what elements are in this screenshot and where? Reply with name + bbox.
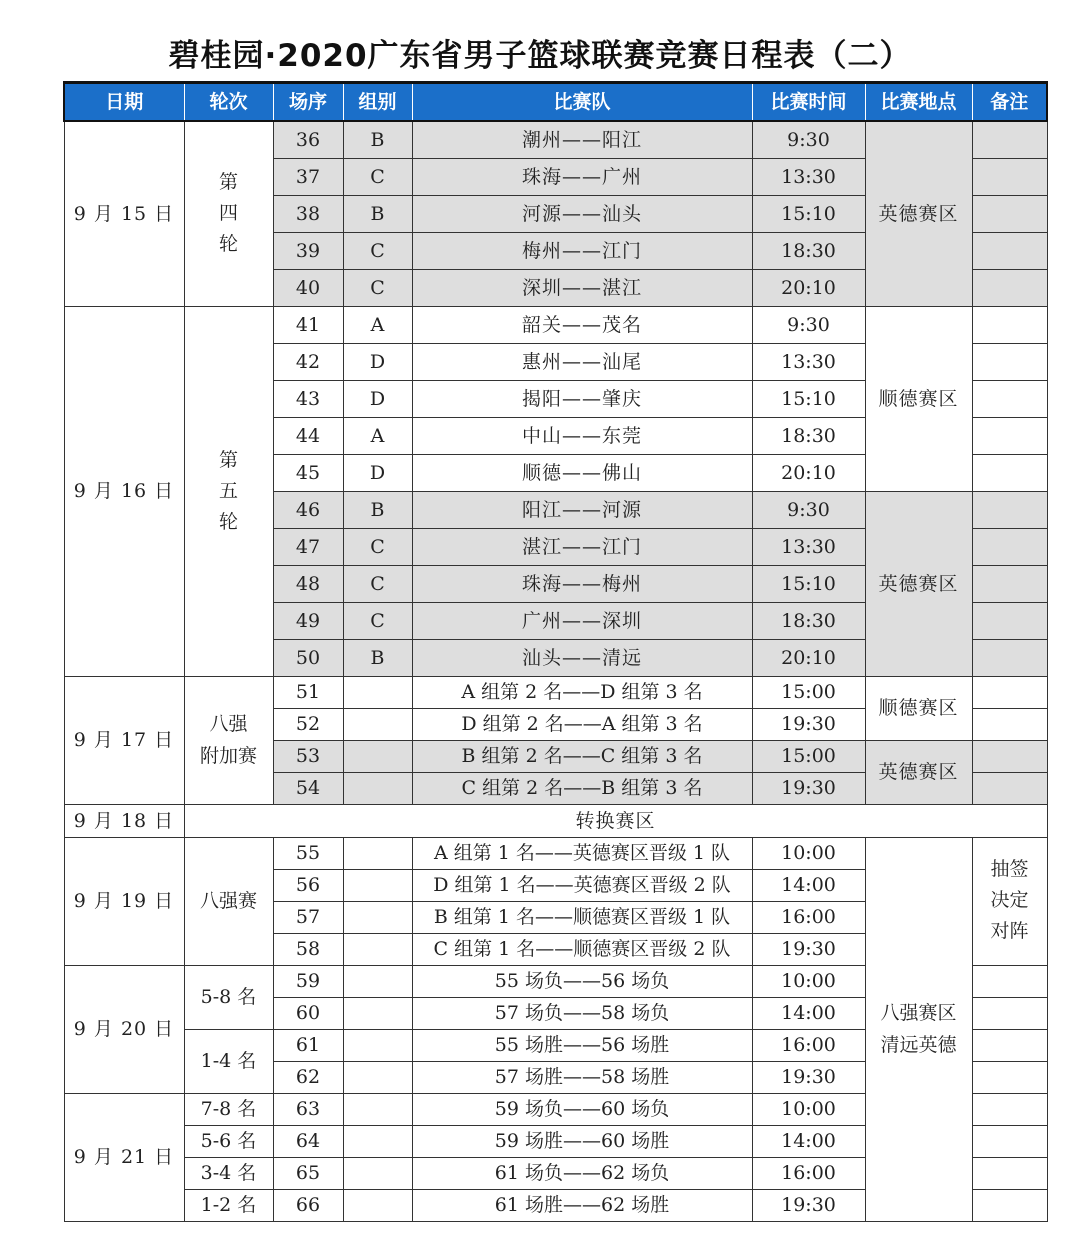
remark-cell: 抽签 决定 对阵 (972, 837, 1047, 965)
venue-cell: 英德赛区 (865, 740, 972, 804)
time-cell: 14:00 (752, 997, 865, 1029)
time-cell: 18:30 (752, 232, 865, 269)
group-cell: B (343, 195, 412, 232)
game-no: 53 (273, 740, 343, 772)
time-cell: 18:30 (752, 417, 865, 454)
remark-cell (972, 380, 1047, 417)
header-game-no: 场序 (273, 83, 343, 122)
game-no: 59 (273, 965, 343, 997)
group-cell: C (343, 528, 412, 565)
header-time: 比赛时间 (752, 83, 865, 122)
header-remark: 备注 (972, 83, 1047, 122)
group-cell (343, 837, 412, 869)
group-cell: D (343, 343, 412, 380)
teams-cell: 阳江——河源 (412, 491, 752, 528)
table-row (64, 306, 1047, 343)
date-cell: 9 月 20 日 (64, 965, 184, 1093)
venue-cell: 英德赛区 (865, 491, 972, 676)
teams-cell: 河源——汕头 (412, 195, 752, 232)
group-cell (343, 708, 412, 740)
date-cell: 9 月 15 日 (64, 121, 184, 306)
game-no: 48 (273, 565, 343, 602)
header-date: 日期 (64, 83, 184, 122)
time-cell: 13:30 (752, 528, 865, 565)
time-cell: 10:00 (752, 1093, 865, 1125)
time-cell: 9:30 (752, 121, 865, 158)
remark-cell (972, 1061, 1047, 1093)
remark-cell (972, 565, 1047, 602)
time-cell: 20:10 (752, 639, 865, 676)
teams-cell: 潮州——阳江 (412, 121, 752, 158)
schedule-table (63, 81, 1048, 1222)
remark-cell (972, 195, 1047, 232)
game-no: 43 (273, 380, 343, 417)
teams-cell: 汕头——清远 (412, 639, 752, 676)
group-cell: C (343, 232, 412, 269)
group-cell (343, 1125, 412, 1157)
time-cell: 13:30 (752, 343, 865, 380)
remark-cell (972, 1093, 1047, 1125)
table-row (64, 676, 1047, 708)
group-cell: B (343, 491, 412, 528)
remark-cell (972, 1157, 1047, 1189)
group-cell: B (343, 639, 412, 676)
game-no: 46 (273, 491, 343, 528)
game-no: 54 (273, 772, 343, 804)
group-cell (343, 869, 412, 901)
game-no: 56 (273, 869, 343, 901)
teams-cell: C 组第 1 名——顺德赛区晋级 2 队 (412, 933, 752, 965)
time-cell: 13:30 (752, 158, 865, 195)
teams-cell: 59 场负——60 场负 (412, 1093, 752, 1125)
group-cell (343, 965, 412, 997)
page-title: 碧桂园·2020广东省男子篮球联赛竞赛日程表（二） (168, 38, 912, 74)
time-cell: 19:30 (752, 708, 865, 740)
remark-cell (972, 602, 1047, 639)
group-cell: D (343, 380, 412, 417)
group-cell: D (343, 454, 412, 491)
remark-cell (972, 708, 1047, 740)
time-cell: 9:30 (752, 306, 865, 343)
date-cell: 9 月 17 日 (64, 676, 184, 804)
teams-cell: 55 场胜——56 场胜 (412, 1029, 752, 1061)
round-cell: 5-8 名 (184, 965, 273, 1029)
game-no: 39 (273, 232, 343, 269)
remark-cell (972, 158, 1047, 195)
time-cell: 9:30 (752, 491, 865, 528)
time-cell: 15:10 (752, 380, 865, 417)
remark-cell (972, 306, 1047, 343)
time-cell: 16:00 (752, 1157, 865, 1189)
teams-cell: C 组第 2 名——B 组第 3 名 (412, 772, 752, 804)
remark-cell (972, 528, 1047, 565)
game-no: 62 (273, 1061, 343, 1093)
time-cell: 15:10 (752, 195, 865, 232)
time-cell: 20:10 (752, 269, 865, 306)
remark-cell (972, 740, 1047, 772)
remark-cell (972, 121, 1047, 158)
date-cell: 9 月 21 日 (64, 1093, 184, 1221)
group-cell (343, 1029, 412, 1061)
group-cell: A (343, 417, 412, 454)
group-cell (343, 933, 412, 965)
round-cell: 第 五 轮 (184, 306, 273, 676)
round-cell: 1-4 名 (184, 1029, 273, 1093)
group-cell: C (343, 565, 412, 602)
game-no: 58 (273, 933, 343, 965)
table-row (64, 837, 1047, 869)
time-cell: 10:00 (752, 837, 865, 869)
remark-cell (972, 965, 1047, 997)
game-no: 45 (273, 454, 343, 491)
time-cell: 20:10 (752, 454, 865, 491)
teams-cell: 57 场负——58 场负 (412, 997, 752, 1029)
header-round: 轮次 (184, 83, 273, 122)
teams-cell: 顺德——佛山 (412, 454, 752, 491)
group-cell (343, 1189, 412, 1221)
date-cell: 9 月 18 日 (64, 804, 184, 837)
group-cell (343, 1157, 412, 1189)
teams-cell: 惠州——汕尾 (412, 343, 752, 380)
remark-cell (972, 1189, 1047, 1221)
game-no: 51 (273, 676, 343, 708)
time-cell: 15:00 (752, 740, 865, 772)
venue-cell: 英德赛区 (865, 121, 972, 306)
group-cell (343, 1061, 412, 1093)
remark-cell (972, 997, 1047, 1029)
game-no: 52 (273, 708, 343, 740)
game-no: 44 (273, 417, 343, 454)
time-cell: 19:30 (752, 772, 865, 804)
teams-cell: 湛江——江门 (412, 528, 752, 565)
game-no: 47 (273, 528, 343, 565)
remark-cell (972, 454, 1047, 491)
remark-cell (972, 417, 1047, 454)
game-no: 55 (273, 837, 343, 869)
date-cell: 9 月 16 日 (64, 306, 184, 676)
venue-cell: 八强赛区 清远英德 (865, 837, 972, 1221)
round-cell: 1-2 名 (184, 1189, 273, 1221)
group-cell: C (343, 602, 412, 639)
round-cell: 八强 附加赛 (184, 676, 273, 804)
teams-cell: A 组第 1 名——英德赛区晋级 1 队 (412, 837, 752, 869)
game-no: 49 (273, 602, 343, 639)
venue-cell: 顺德赛区 (865, 676, 972, 740)
teams-cell: 揭阳——肇庆 (412, 380, 752, 417)
game-no: 38 (273, 195, 343, 232)
remark-cell (972, 491, 1047, 528)
group-cell (343, 1093, 412, 1125)
transfer-cell: 转换赛区 (184, 804, 1047, 837)
round-cell: 5-6 名 (184, 1125, 273, 1157)
time-cell: 19:30 (752, 1061, 865, 1093)
teams-cell: D 组第 2 名——A 组第 3 名 (412, 708, 752, 740)
teams-cell: 梅州——江门 (412, 232, 752, 269)
time-cell: 19:30 (752, 933, 865, 965)
header-teams: 比赛队 (412, 83, 752, 122)
remark-cell (972, 639, 1047, 676)
time-cell: 16:00 (752, 1029, 865, 1061)
teams-cell: 59 场胜——60 场胜 (412, 1125, 752, 1157)
game-no: 61 (273, 1029, 343, 1061)
teams-cell: 57 场胜——58 场胜 (412, 1061, 752, 1093)
game-no: 57 (273, 901, 343, 933)
game-no: 50 (273, 639, 343, 676)
game-no: 37 (273, 158, 343, 195)
round-cell: 第 四 轮 (184, 121, 273, 306)
table-row (64, 804, 1047, 837)
game-no: 60 (273, 997, 343, 1029)
group-cell (343, 740, 412, 772)
remark-cell (972, 232, 1047, 269)
group-cell: C (343, 158, 412, 195)
time-cell: 16:00 (752, 901, 865, 933)
group-cell (343, 901, 412, 933)
teams-cell: B 组第 2 名——C 组第 3 名 (412, 740, 752, 772)
time-cell: 15:10 (752, 565, 865, 602)
date-cell: 9 月 19 日 (64, 837, 184, 965)
round-cell: 7-8 名 (184, 1093, 273, 1125)
group-cell (343, 997, 412, 1029)
teams-cell: 中山——东莞 (412, 417, 752, 454)
group-cell: C (343, 269, 412, 306)
teams-cell: 珠海——广州 (412, 158, 752, 195)
time-cell: 14:00 (752, 869, 865, 901)
teams-cell: 珠海——梅州 (412, 565, 752, 602)
game-no: 41 (273, 306, 343, 343)
group-cell (343, 772, 412, 804)
round-cell: 八强赛 (184, 837, 273, 965)
game-no: 42 (273, 343, 343, 380)
remark-cell (972, 676, 1047, 708)
game-no: 40 (273, 269, 343, 306)
remark-cell (972, 343, 1047, 380)
header-row (64, 83, 1047, 122)
teams-cell: 韶关——茂名 (412, 306, 752, 343)
remark-cell (972, 269, 1047, 306)
time-cell: 15:00 (752, 676, 865, 708)
teams-cell: 广州——深圳 (412, 602, 752, 639)
game-no: 66 (273, 1189, 343, 1221)
game-no: 64 (273, 1125, 343, 1157)
game-no: 36 (273, 121, 343, 158)
time-cell: 14:00 (752, 1125, 865, 1157)
game-no: 63 (273, 1093, 343, 1125)
remark-cell (972, 772, 1047, 804)
group-cell: A (343, 306, 412, 343)
group-cell: B (343, 121, 412, 158)
time-cell: 19:30 (752, 1189, 865, 1221)
teams-cell: B 组第 1 名——顺德赛区晋级 1 队 (412, 901, 752, 933)
teams-cell: 55 场负——56 场负 (412, 965, 752, 997)
group-cell (343, 676, 412, 708)
time-cell: 18:30 (752, 602, 865, 639)
remark-cell (972, 1029, 1047, 1061)
teams-cell: A 组第 2 名——D 组第 3 名 (412, 676, 752, 708)
teams-cell: D 组第 1 名——英德赛区晋级 2 队 (412, 869, 752, 901)
header-group: 组别 (343, 83, 412, 122)
remark-cell (972, 1125, 1047, 1157)
teams-cell: 61 场负——62 场负 (412, 1157, 752, 1189)
game-no: 65 (273, 1157, 343, 1189)
table-row (64, 121, 1047, 158)
teams-cell: 61 场胜——62 场胜 (412, 1189, 752, 1221)
header-venue: 比赛地点 (865, 83, 972, 122)
teams-cell: 深圳——湛江 (412, 269, 752, 306)
venue-cell: 顺德赛区 (865, 306, 972, 491)
round-cell: 3-4 名 (184, 1157, 273, 1189)
time-cell: 10:00 (752, 965, 865, 997)
